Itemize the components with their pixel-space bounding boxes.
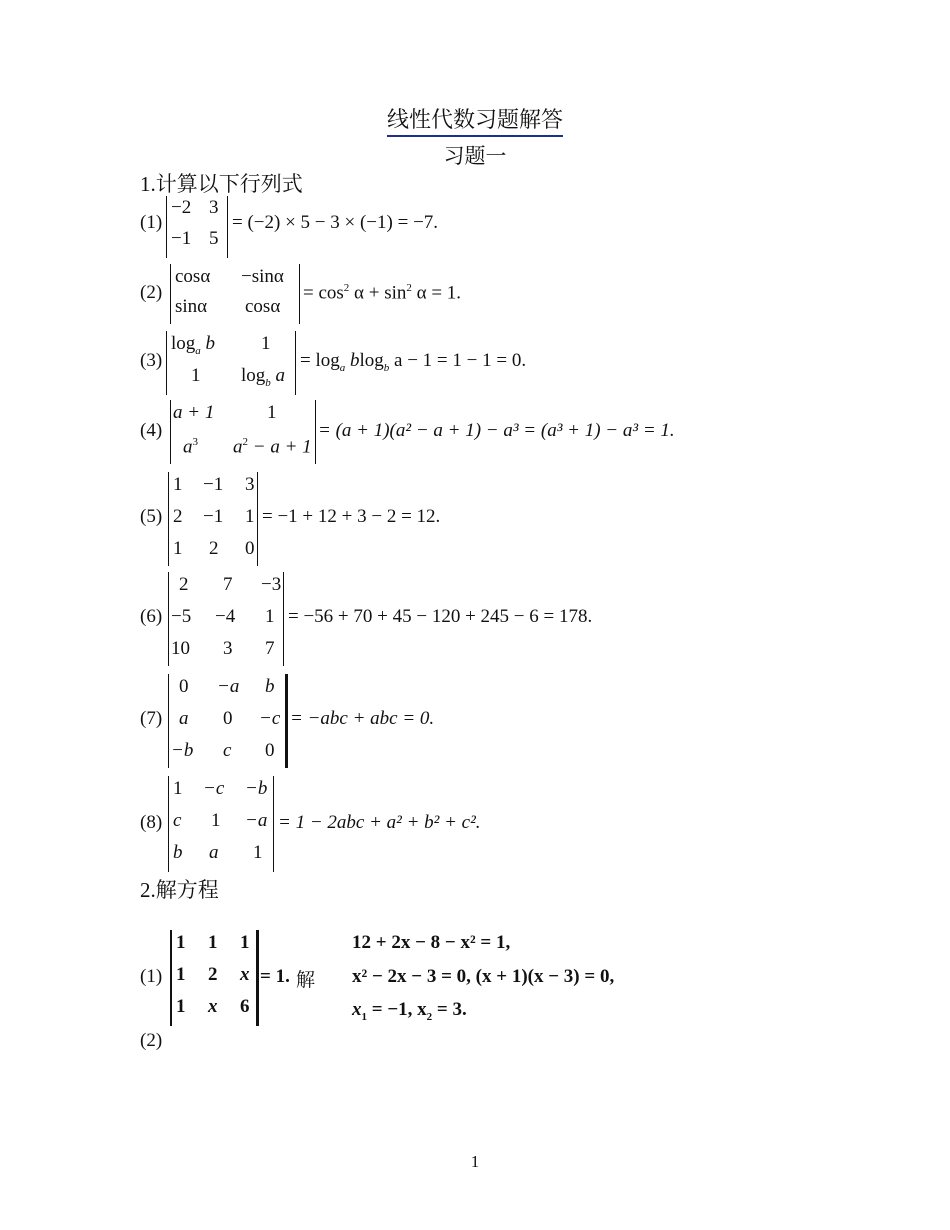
section-heading-compute: 1.计算以下行列式 [140,172,303,196]
matrix-cell: −5 [171,606,192,627]
matrix-cell: sinα [175,296,208,317]
solution-marker: 解 [296,970,316,991]
matrix-cell: −a [217,676,240,697]
problem-label-2: (2) [140,282,163,303]
matrix-cell: $a^2 - a + 1$ [233,436,312,458]
problem-label-1: (1) [140,212,163,233]
matrix-cell: x [240,964,250,985]
problem-label-3: (3) [140,350,163,371]
matrix-cell: 2 [173,506,183,527]
problem-label-4: (4) [140,420,163,441]
matrix-cell: 10 [171,638,190,659]
matrix-cell: 1 [176,932,186,953]
matrix-cell: 1 [173,474,183,495]
matrix-cell: 5 [209,228,219,249]
result-equation-8: = 1 − 2abc + a² + b² + c². [278,812,481,833]
problem-label-7: (7) [140,708,163,729]
matrix-cell: 7 [223,574,233,595]
matrix-cell: 1 [176,964,186,985]
matrix-cell: 1 [265,606,275,627]
matrix-cell: 2 [179,574,189,595]
matrix-cell: $\log_b a$ [241,365,286,389]
matrix-cell: x [208,996,218,1017]
matrix-cell: 7 [265,638,275,659]
matrix-cell: 2 [208,964,218,985]
result-equation-2: = $\cos^2 \alpha + \sin^2 \alpha = 1$. [303,282,462,304]
matrix-cell: −b [171,740,194,761]
result-equation-7: = −abc + abc = 0. [290,708,435,729]
equation-label-2: (2) [140,1030,163,1051]
matrix-cell: 3 [209,197,219,218]
matrix-cell: a [179,708,189,729]
result-equation-3: = $\log_a blog_b$ a − 1 = 1 − 1 = 0. [300,350,527,374]
problem-label-6: (6) [140,606,163,627]
result-equation-1: = (−2) × 5 − 3 × (−1) = −7. [232,212,439,233]
matrix-cell: a [209,842,219,863]
determinant-5 [168,472,258,566]
determinant-3 [166,331,296,395]
matrix-cell: −1 [203,506,224,527]
matrix-cell: 0 [265,740,275,761]
matrix-cell: a + 1 [173,402,215,423]
matrix-cell: 1 [240,932,250,953]
determinant-8 [168,776,274,872]
matrix-cell: 1 [245,506,255,527]
matrix-cell: 1 [191,365,201,386]
matrix-cell: 1 [173,778,183,799]
matrix-cell: c [223,740,232,761]
matrix-cell: $a^3$ [183,436,198,458]
chapter-subtitle: 习题一 [443,144,507,168]
matrix-cell: −2 [171,197,192,218]
matrix-cell: 1 [253,842,263,863]
matrix-cell: −a [245,810,268,831]
matrix-cell: cosα [245,296,281,317]
matrix-cell: 0 [245,538,255,559]
solution-line-3: $x_1 = -1$, $x_2 = 3$. [352,999,467,1023]
determinant-7 [168,674,288,768]
matrix-cell: c [173,810,182,831]
equation-determinant-1 [170,930,259,1026]
matrix-cell: 3 [245,474,255,495]
matrix-cell: 2 [209,538,219,559]
matrix-cell: 1 [267,402,277,423]
matrix-cell: −4 [215,606,236,627]
result-equation-5: = −1 + 12 + 3 − 2 = 12. [262,506,441,527]
matrix-cell: −sinα [241,266,284,287]
matrix-cell: 1 [261,333,271,354]
matrix-cell: 1 [211,810,221,831]
matrix-cell: 0 [179,676,189,697]
matrix-cell: $\log_a b$ [171,333,216,357]
matrix-cell: −c [203,778,225,799]
matrix-cell: 1 [208,932,218,953]
matrix-cell: 3 [223,638,233,659]
matrix-cell: cosα [175,266,211,287]
matrix-cell: −c [259,708,281,729]
equation-rhs-1: = 1. [260,966,290,987]
solution-line-2: x² − 2x − 3 = 0, (x + 1)(x − 3) = 0, [352,966,615,987]
matrix-cell: −3 [261,574,282,595]
result-equation-4: = (a + 1)(a² − a + 1) − a³ = (a³ + 1) − a³ = 1. [318,420,675,441]
matrix-cell: 1 [176,996,186,1017]
determinant-4 [170,400,316,464]
section-heading-solve: 2.解方程 [140,878,219,902]
problem-label-5: (5) [140,506,163,527]
matrix-cell: b [265,676,275,697]
document-title: 线性代数习题解答 [0,106,950,137]
equation-label-1: (1) [140,966,163,987]
matrix-cell: 1 [173,538,183,559]
matrix-cell: −b [245,778,268,799]
problem-label-8: (8) [140,812,163,833]
determinant-6 [168,572,284,666]
matrix-cell: −1 [203,474,224,495]
matrix-cell: −1 [171,228,192,249]
solution-line-1: 12 + 2x − 8 − x² = 1, [352,932,511,953]
matrix-cell: 6 [240,996,250,1017]
determinant-1 [166,196,228,258]
matrix-cell: b [173,842,183,863]
matrix-cell: 0 [223,708,233,729]
page-number: 1 [470,1152,480,1171]
determinant-2 [170,264,300,324]
result-equation-6: = −56 + 70 + 45 − 120 + 245 − 6 = 178. [288,606,593,627]
